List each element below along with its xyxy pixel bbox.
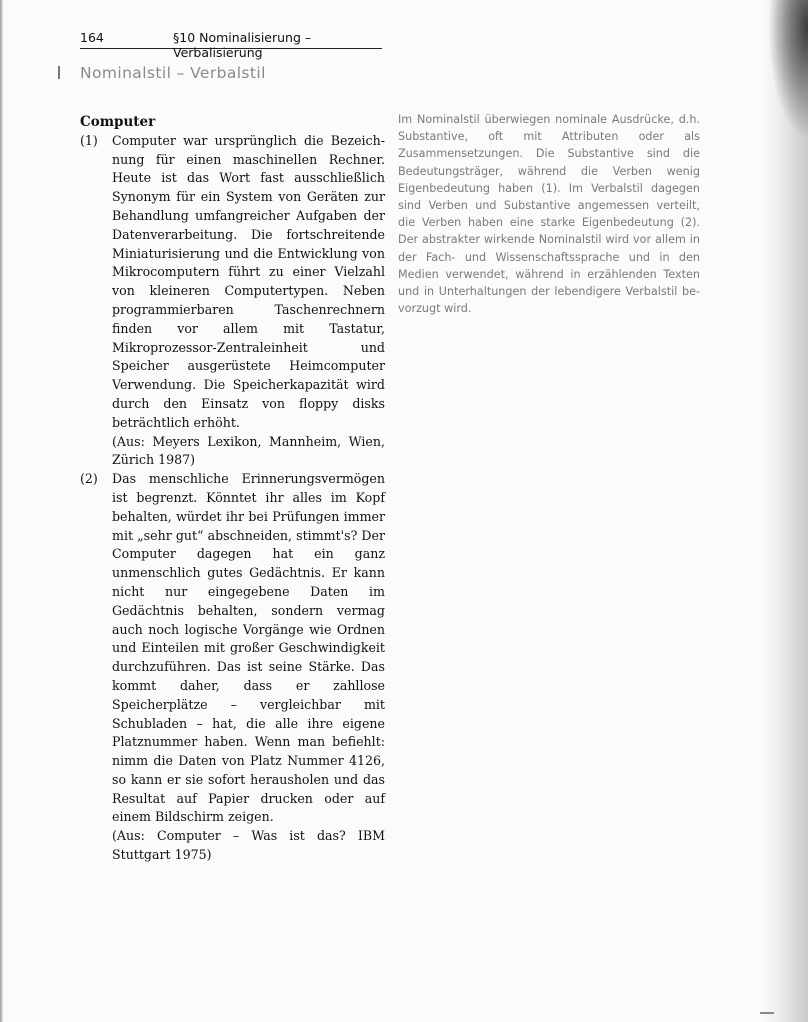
right-column: [398, 111, 700, 317]
explanation-text: Im Nominalstil überwiegen nominale Ausdrücke, d.h. Substantive, oft mit Attributen oder als Zusammensetzungen. Die Substantive sind die Bedeutungsträger, während die Verben wenig Eigenbedeutung haben (1). Im Verbalstil dagegen sind Verben und Substantive angemessen verteilt, die Verben haben eine starke Eigenbedeutung (2). Der abstrakter wirkende Nominalstil wird vor allem in der Fach- und Wissenschaftssprache und in den Medien verwendet, während in erzählenden Texten und in Unterhaltungen der lebendigere Verbalstil bevorzugt wird.: [398, 113, 700, 316]
scan-edge-right: [762, 0, 808, 1022]
entry-number: (2): [80, 471, 98, 487]
section-title: Nominalstil – Verbalstil: [80, 64, 266, 82]
entry-body: [112, 132, 385, 470]
entry-text: Das menschliche Erinnerungsvermögen ist begrenzt. Könntet ihr alles im Kopf behalten, würdet ihr bei Prüfungen immer mit „sehr gut“ abschneiden, stimmt's? Der Computer dagegen hat ein ganz unmenschlich gutes Gedächtnis. Er kann nicht nur eingegebene Daten im Gedächtnis behalten, sondern vermag auch noch logische Vorgänge wie Ordnen und Einteilen mit großer Geschwindigkeit durchzuführen. Das ist seine Stärke. Das kommt daher, dass er zahllose Speicherplätze – vergleichbar mit Schubladen – hat, die alle ihre eigene Platznummer haben. Wenn man befiehlt: nimm die Daten von Platz Nummer 4126, so kann er sie sofort herausholen und das Resultat auf Papier drucken oder auf einem Bildschirm zeigen.: [112, 471, 385, 825]
entry-text: Computer war ursprünglich die Bezeichnung für einen maschinellen Rechner. Heute ist das Wort fast ausschließlich Synonym für ein System von Geräten zur Behandlung umfangreicher Aufgaben der Datenverarbeitung. Die fortschreitende Miniaturisierung und die Entwicklung von Mikrocomputern führt zu einer Vielzahl von kleineren Computertypen. Neben programmierbaren Taschenrechnern finden vor allem mit Tastatur, Mikroprozessor-Zentraleinheit und Speicher ausgerüstete Heimcomputer Verwendung. Die Speicherkapazität wird durch den Einsatz von floppy disks beträchtlich erhöht.: [112, 132, 385, 430]
page-header: [80, 28, 382, 60]
entry-number: (1): [80, 132, 98, 148]
entry-source: (Aus: Computer – Was ist das? IBM Stuttgart 1975): [112, 828, 385, 863]
corner-mark: [760, 1012, 774, 1014]
scan-shadow: [768, 0, 808, 140]
page-number: 164: [80, 30, 104, 45]
text-entry-1: [80, 132, 385, 470]
column-heading: Computer: [80, 114, 156, 130]
section-marker: [58, 66, 60, 79]
entry-source: (Aus: Meyers Lexikon, Mannheim, Wien, Zürich 1987): [112, 433, 385, 468]
text-entry-2: [80, 470, 385, 865]
left-column: [80, 113, 385, 865]
scan-edge-left: [0, 0, 3, 1022]
entry-body: [112, 470, 385, 865]
running-head: §10 Nominalisierung – Verbalisierung: [173, 30, 312, 60]
